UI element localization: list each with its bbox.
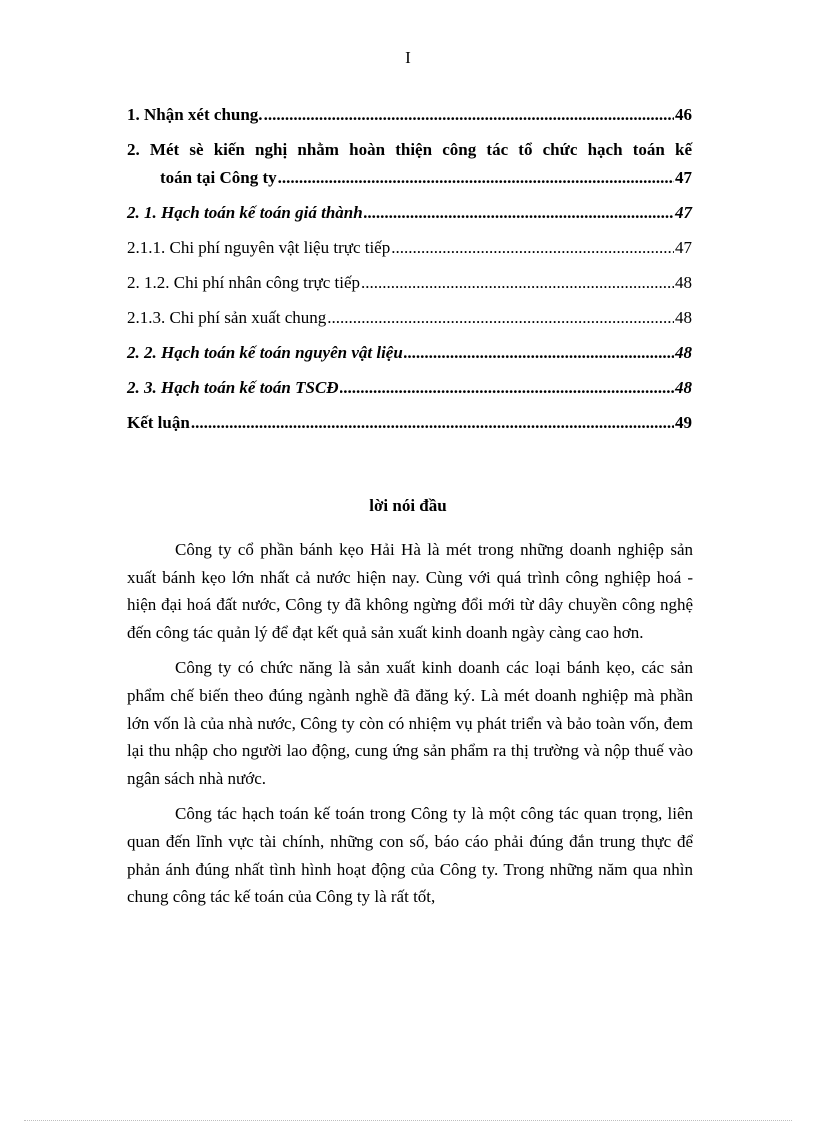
toc-entry-title: 1. Nhận xét chung. xyxy=(127,105,263,124)
toc-leader-dots xyxy=(278,167,674,189)
toc-entry[interactable] xyxy=(127,307,692,329)
toc-entry-page: 47 xyxy=(675,168,692,187)
toc-entry-page: 47 xyxy=(675,238,692,257)
toc-leader-dots xyxy=(191,412,674,434)
toc-entry-title: 2. 1. Hạch toán kế toán giá thành xyxy=(127,203,363,222)
toc-leader-dots xyxy=(364,202,674,224)
toc-entry[interactable] xyxy=(127,342,692,364)
paragraph: Công ty có chức năng là sản xuất kinh doanh các loại bánh kẹo, các sản phẩm chế biến theo đúng ngành nghề đã đăng ký. Là mét doanh nghiệp mà phần lớn vốn là của nhà nước, Công ty còn có nhiệm vụ phát triển và bảo toàn vốn, đem lại thu nhập cho người lao động, cung ứng sản phẩm ra thị trường và nộp thuế vào ngân sách nhà nước. xyxy=(127,658,693,788)
section-heading: lời nói đầu xyxy=(369,496,447,515)
toc-entry-title-line1: 2. Mét sè kiến nghị nhằm hoàn thiện công tác tổ chức hạch toán kế xyxy=(127,140,692,159)
toc-entry-title: 2. 1.2. Chi phí nhân công trực tiếp xyxy=(127,273,361,292)
paragraph: Công ty cổ phần bánh kẹo Hải Hà là mét trong những doanh nghiệp sản xuất bánh kẹo lớn nhất cả nước hiện nay. Cùng với quá trình công nghiệp hoá - hiện đại hoá đất nước, Công ty đã không ngừng đổi mới từ dây chuyền công nghệ đến công tác quản lý để đạt kết quả sản xuất kinh doanh ngày càng cao hơn. xyxy=(127,540,693,642)
toc-entry-page: 48 xyxy=(675,343,692,362)
toc-leader-dots xyxy=(340,377,674,399)
toc-entry-page: 47 xyxy=(675,203,692,222)
toc-entry-page: 49 xyxy=(675,413,692,432)
toc-entry-title: toán tại Công ty xyxy=(160,168,277,187)
paragraph: Công tác hạch toán kế toán trong Công ty là một công tác quan trọng, liên quan đến lĩnh vực tài chính, những con số, báo cáo phải đúng đắn trung thực để phản ánh đúng nhất tình hình hoạt động của Công ty. Trong những năm qua nhìn chung công tác kế toán của Công ty là rất tốt, xyxy=(127,804,693,907)
toc-entry-title: 2. 2. Hạch toán kế toán nguyên vật liệu xyxy=(127,343,403,362)
toc-entry-title: 2.1.3. Chi phí sản xuất chung xyxy=(127,308,327,327)
toc-entry-page: 46 xyxy=(675,105,692,124)
toc-leader-dots xyxy=(404,342,674,364)
toc-entry[interactable] xyxy=(127,412,692,434)
table-of-contents xyxy=(127,104,692,434)
toc-entry-page: 48 xyxy=(675,378,692,397)
toc-leader-dots xyxy=(264,104,674,126)
toc-leader-dots xyxy=(391,237,674,259)
toc-entry-page: 48 xyxy=(675,308,692,327)
toc-entry[interactable] xyxy=(127,272,692,294)
intro-body xyxy=(127,536,693,919)
toc-entry-title: 2.1.1. Chi phí nguyên vật liệu trực tiếp xyxy=(127,238,391,257)
toc-entry-title: 2. 3. Hạch toán kế toán TSCĐ xyxy=(127,378,339,397)
page-bottom-divider xyxy=(24,1120,792,1121)
toc-entry[interactable] xyxy=(127,377,692,399)
toc-leader-dots xyxy=(327,307,674,329)
toc-entry[interactable] xyxy=(127,202,692,224)
toc-entry-title: Kết luận xyxy=(127,413,190,432)
toc-leader-dots xyxy=(361,272,674,294)
toc-entry[interactable] xyxy=(127,104,692,126)
page-number: I xyxy=(405,48,411,67)
toc-entry-page: 48 xyxy=(675,273,692,292)
toc-entry[interactable] xyxy=(127,237,692,259)
toc-entry[interactable] xyxy=(127,139,692,189)
